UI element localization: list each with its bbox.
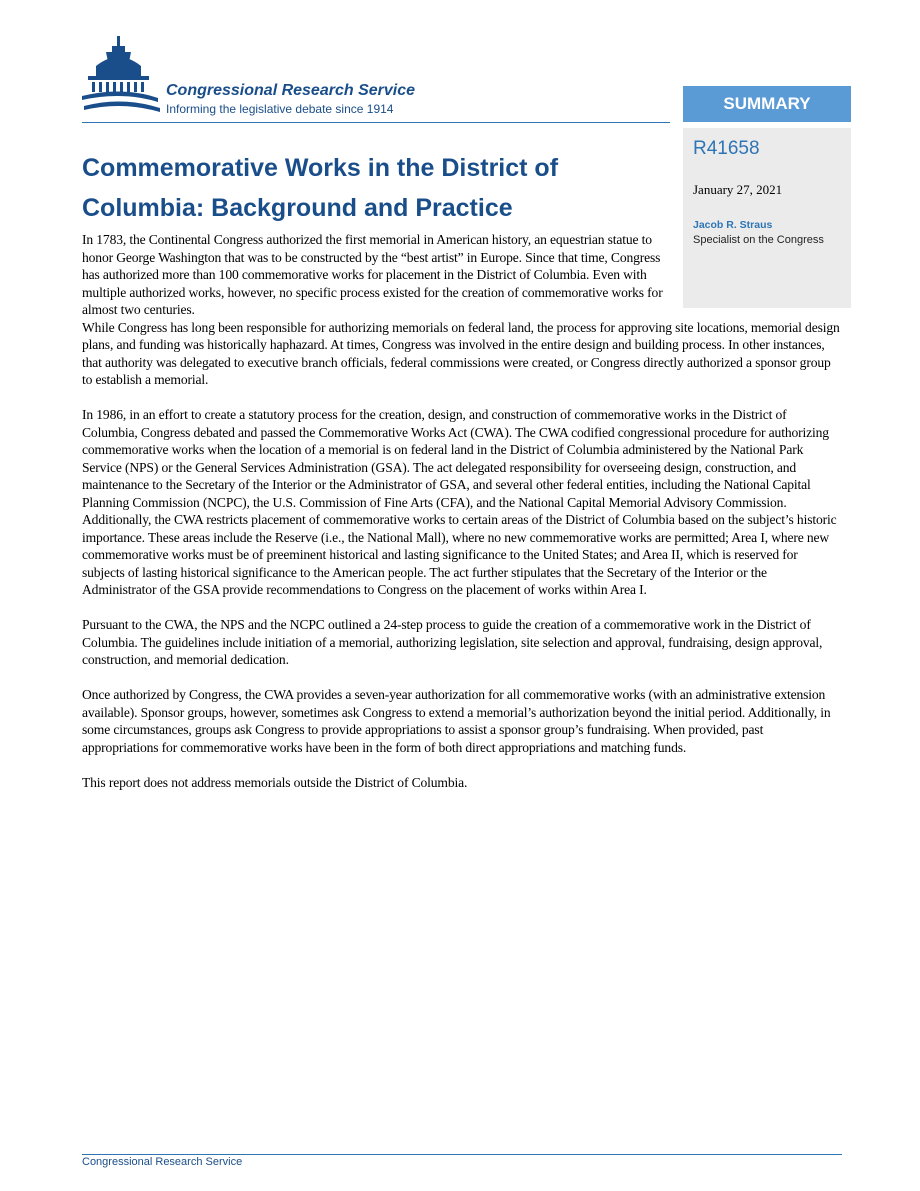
paragraph: This report does not address memorials outside the District of Columbia.: [82, 774, 468, 790]
footer-org-name: Congressional Research Service: [82, 1156, 243, 1168]
author-title: Specialist on the Congress: [693, 234, 824, 246]
org-tagline: Informing the legislative debate since 1914: [166, 102, 394, 116]
crs-capitol-dome-logo: [82, 36, 162, 120]
paragraph: Pursuant to the CWA, the NPS and the NCPC outlined a 24-step process to guide the creation of a commemorative work in the District of Columbia. The guidelines include initiation of a memorial, authorizing legislation, site selection and approval, fundraising, design approval, construction, and memorial dedication.: [82, 617, 823, 667]
footer-divider: [82, 1154, 842, 1155]
summary-body: [82, 231, 842, 809]
paragraph: In 1783, the Continental Congress authorized the first memorial in American history, an equestrian statue to honor George Washington that was to be constructed by the “best artist” in Europe. Since that time, Congress has authorized more than 100 commemorative works for placement in the District of Columbia. Even with multiple authorized works, however, no specific process existed for the creation of commemorative works for almost two centuries.: [82, 232, 663, 317]
summary-label: SUMMARY: [683, 86, 851, 128]
paragraph: Once authorized by Congress, the CWA provides a seven-year authorization for all commemorative works (with an administrative extension available). Sponsor groups, however, sometimes ask Congress to extend a memorial’s authorization beyond the initial period. Additionally, in some circumstances, groups ask Congress to provide appropriations to assist a sponsor group’s fundraising. When provided, past appropriations for commemorative works have been in the form of both direct appropriations and matching funds.: [82, 687, 831, 755]
paragraph: In 1986, in an effort to create a statutory process for the creation, design, and construction of commemorative works in the District of Columbia, Congress debated and passed the Commemorative Works Act (CWA). The CWA codified congressional procedure for authorizing commemorative works when the location of a memorial is on federal land in the District of Columbia administered by the National Park Service (NPS) or the General Services Administration (GSA). The act delegated responsibility for overseeing design, construction, and maintenance to the Secretary of the Interior or the Administrator of GSA, and several other federal entities, including the National Capital Planning Commission (NCPC), the U.S. Commission of Fine Arts (CFA), and the National Capital Memorial Advisory Commission. Additionally, the CWA restricts placement of commemorative works to certain areas of the District of Columbia based on the subject’s historic importance. These areas include the Reserve (i.e., the National Mall), where no new commemorative works are permitted; Area I, where new commemorative works must be of preeminent historical and lasting significance to the United States; and Area II, which is reserved for subjects of lasting historical significance to the American people. The act further stipulates that the Secretary of the Interior or the Administrator of the GSA provide recommendations to Congress on the placement of works within Area I.: [82, 407, 837, 597]
report-date: January 27, 2021: [693, 182, 783, 197]
document-title: Commemorative Works in the District of Columbia: Background and Practice: [82, 154, 559, 222]
org-name: Congressional Research Service: [166, 82, 416, 99]
header-divider: [82, 122, 670, 123]
paragraph: While Congress has long been responsible for authorizing memorials on federal land, the process for approving site locations, memorial design plans, and funding was historically haphazard. At times, Congress was involved in the entire design and building process. In other instances, that authority was delegated to executive branch officials, federal commissions were created, or Congress directly authorized a sponsor group to establish a memorial.: [82, 319, 840, 387]
author-name: Jacob R. Straus: [693, 219, 773, 231]
report-number: R41658: [693, 138, 760, 159]
